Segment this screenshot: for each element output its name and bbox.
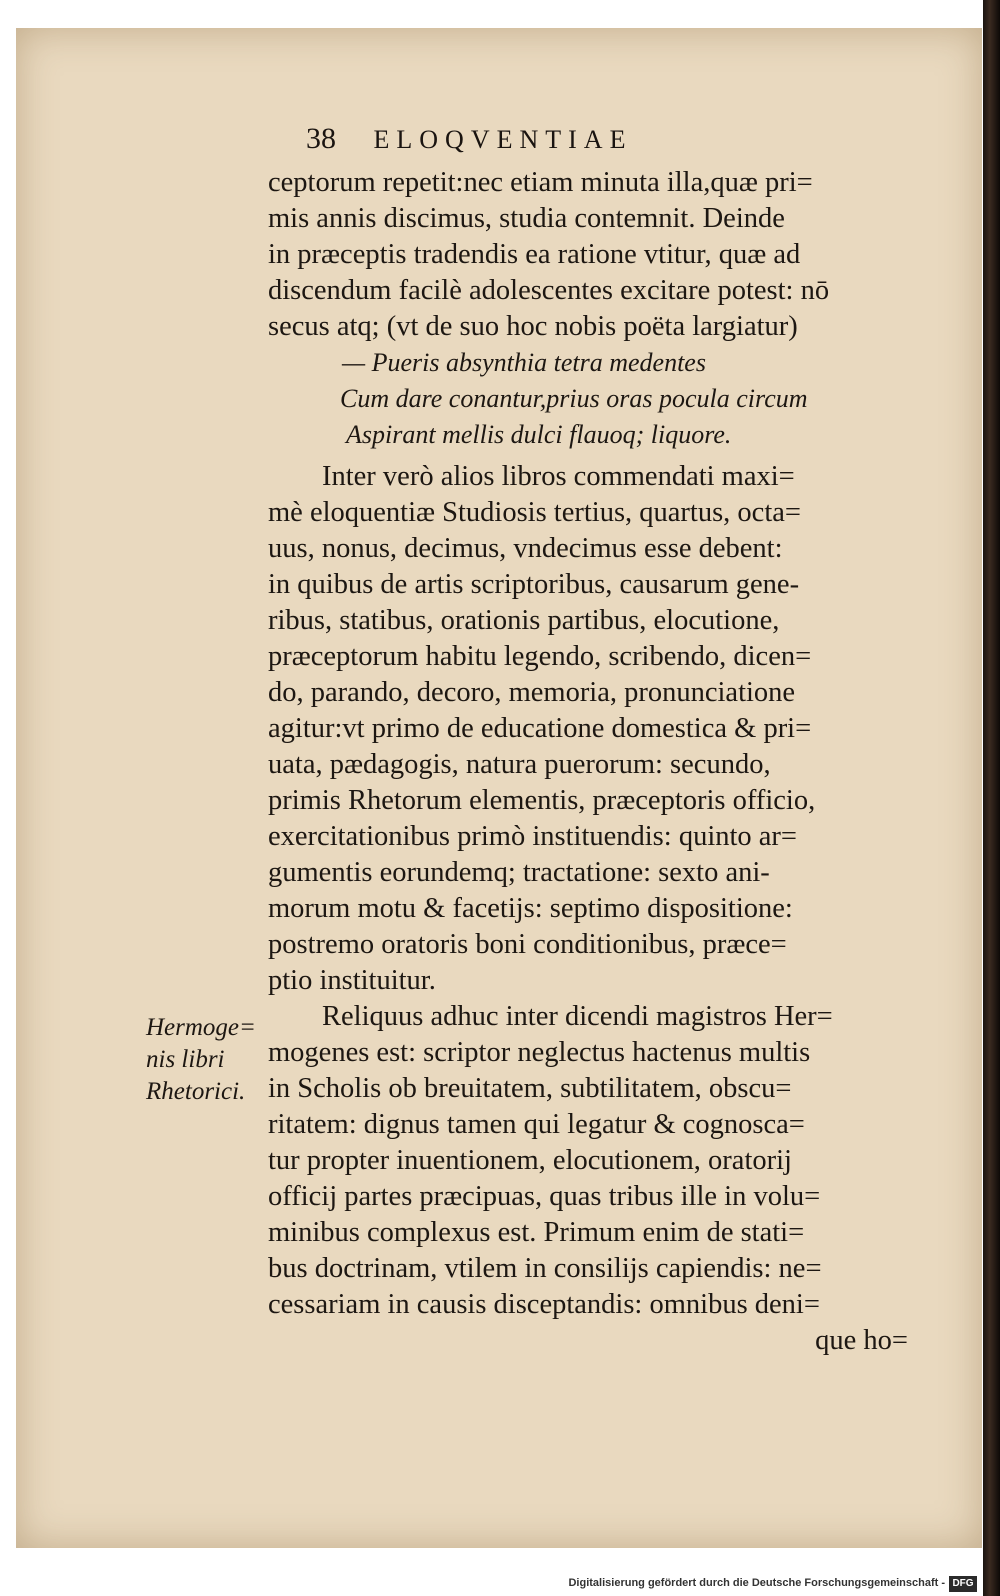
text-line: bus doctrinam, vtilem in consilijs capiendis: ne= xyxy=(268,1253,822,1284)
text-line: Reliquus adhuc inter dicendi magistros Her= xyxy=(322,1001,833,1032)
page-number: 38 xyxy=(306,122,336,155)
verse-line: — Pueris absynthia tetra medentes xyxy=(342,348,706,377)
text-line: postremo oratoris boni conditionibus, præce= xyxy=(268,929,787,960)
text-line: ceptorum repetit:nec etiam minuta illa,quæ pri= xyxy=(268,167,813,198)
text-line: in quibus de artis scriptoribus, causarum gene- xyxy=(268,569,800,600)
text-line: minibus complexus est. Primum enim de stati= xyxy=(268,1217,805,1248)
dfg-logo-icon: DFG xyxy=(949,1576,977,1592)
text-line: uus, nonus, decimus, vndecimus esse debent: xyxy=(268,533,783,564)
marginal-note xyxy=(146,1012,271,1108)
text-line: discendum facilè adolescentes excitare potest: nō xyxy=(268,275,830,306)
scan-top-margin xyxy=(0,0,983,26)
main-text xyxy=(268,165,948,1359)
scan-gutter-edge xyxy=(983,0,1000,1596)
text-line: in præceptis tradendis ea ratione vtitur, quæ ad xyxy=(268,239,801,270)
text-line: cessariam in causis disceptandis: omnibus deni= xyxy=(268,1289,820,1320)
marginal-line: Rhetorici. xyxy=(146,1078,246,1105)
text-line: mogenes est: scriptor neglectus hactenus multis xyxy=(268,1037,811,1068)
text-line: exercitationibus primò instituendis: quinto ar= xyxy=(268,821,797,852)
marginal-line: Hermoge= xyxy=(146,1014,256,1041)
text-line: mè eloquentiæ Studiosis tertius, quartus, octa= xyxy=(268,497,801,528)
text-line: primis Rhetorum elementis, præceptoris officio, xyxy=(268,785,816,816)
text-line: agitur:vt primo de educatione domestica & pri= xyxy=(268,713,812,744)
verse-line: Aspirant mellis dulci flauoq; liquore. xyxy=(346,420,732,449)
text-line: do, parando, decoro, memoria, pronunciatione xyxy=(268,677,796,708)
text-line: Inter verò alios libros commendati maxi= xyxy=(322,461,795,492)
digitization-footer xyxy=(0,1574,983,1596)
running-head xyxy=(306,122,826,162)
text-line: ritatem: dignus tamen qui legatur & cognosca= xyxy=(268,1109,805,1140)
text-line: mis annis discimus, studia contemnit. Deinde xyxy=(268,203,785,234)
text-line: tur propter inuentionem, elocutionem, oratorij xyxy=(268,1145,792,1176)
text-line: præceptorum habitu legendo, scribendo, dicen= xyxy=(268,641,812,672)
text-line: morum motu & facetijs: septimo dispositione: xyxy=(268,893,793,924)
verse-line: Cum dare conantur,prius oras pocula circum xyxy=(340,384,808,413)
text-line: officij partes præcipuas, quas tribus ille in volu= xyxy=(268,1181,821,1212)
text-line: secus atq; (vt de suo hoc nobis poëta largiatur) xyxy=(268,311,798,342)
catchword: que ho= xyxy=(815,1325,908,1356)
text-line: gumentis eorundemq; tractatione: sexto ani- xyxy=(268,857,770,888)
funding-credit: Digitalisierung gefördert durch die Deutsche Forschungsgemeinschaft - xyxy=(568,1577,945,1589)
text-line: ptio instituitur. xyxy=(268,965,436,996)
marginal-line: nis libri xyxy=(146,1046,225,1073)
text-line: in Scholis ob breuitatem, subtilitatem, obscu= xyxy=(268,1073,792,1104)
running-title: ELOQVENTIAE xyxy=(373,125,633,154)
text-line: uata, pædagogis, natura puerorum: secundo, xyxy=(268,749,771,780)
text-line: ribus, statibus, orationis partibus, elocutione, xyxy=(268,605,780,636)
